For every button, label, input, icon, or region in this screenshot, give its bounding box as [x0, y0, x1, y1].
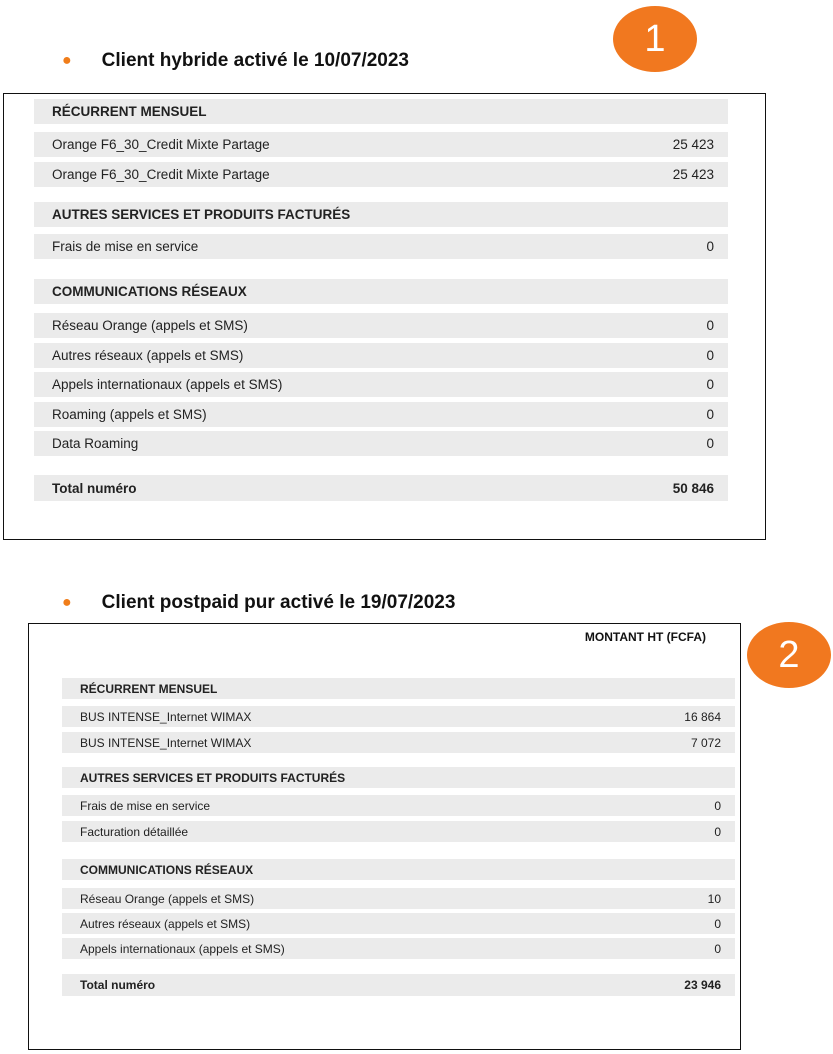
row-label: Appels internationaux (appels et SMS) — [80, 941, 285, 956]
bullet-icon: ● — [62, 52, 72, 69]
table-row — [34, 343, 728, 368]
invoice-panel-2 — [28, 623, 741, 1050]
row-value: 10 — [707, 891, 721, 906]
section-communications — [34, 279, 728, 304]
block1-heading-text: Client hybride activé le 10/07/2023 — [101, 50, 410, 71]
row-label: Réseau Orange (appels et SMS) — [52, 318, 248, 333]
table-row — [62, 913, 735, 934]
column-header-montant: MONTANT HT (FCFA) — [584, 630, 706, 644]
row-label: Orange F6_30_Credit Mixte Partage — [52, 137, 270, 152]
row-label: BUS INTENSE_Internet WIMAX — [80, 735, 252, 750]
invoice-panel-1 — [3, 93, 766, 540]
row-label: AUTRES SERVICES ET PRODUITS FACTURÉS — [52, 207, 351, 222]
row-value: 25 423 — [672, 167, 714, 182]
row-label: Total numéro — [80, 978, 156, 992]
table-row — [34, 313, 728, 338]
total-row — [34, 475, 728, 501]
section-autres-services — [62, 767, 735, 788]
row-label: RÉCURRENT MENSUEL — [52, 104, 207, 119]
row-value: 0 — [714, 916, 721, 931]
row-value: 16 864 — [684, 709, 721, 724]
row-value: 0 — [714, 824, 721, 839]
row-label: Frais de mise en service — [80, 798, 211, 813]
row-value: 0 — [706, 436, 714, 451]
total-row — [62, 974, 735, 996]
row-label: Facturation détaillée — [80, 824, 189, 839]
table-row — [34, 162, 728, 187]
table-row — [34, 402, 728, 427]
row-label: COMMUNICATIONS RÉSEAUX — [52, 284, 247, 299]
badge-1: 1 — [613, 6, 697, 72]
row-label: Orange F6_30_Credit Mixte Partage — [52, 167, 270, 182]
row-label: COMMUNICATIONS RÉSEAUX — [80, 862, 254, 877]
row-label: Autres réseaux (appels et SMS) — [52, 348, 244, 363]
row-label: Appels internationaux (appels et SMS) — [52, 377, 283, 392]
table-row — [34, 234, 728, 259]
row-label: Roaming (appels et SMS) — [52, 407, 207, 422]
row-value: 23 946 — [684, 978, 721, 992]
row-value: 0 — [706, 318, 714, 333]
row-value: 50 846 — [672, 480, 714, 496]
table-row — [62, 706, 735, 727]
block1-heading — [62, 50, 409, 72]
section-recurrent — [62, 678, 735, 699]
table-row — [62, 732, 735, 753]
row-value: 0 — [706, 348, 714, 363]
bullet-icon: ● — [62, 594, 72, 611]
block2-heading-text: Client postpaid pur activé le 19/07/2023 — [101, 592, 456, 613]
row-value: 0 — [706, 377, 714, 392]
row-value: 7 072 — [690, 735, 721, 750]
row-label: Réseau Orange (appels et SMS) — [80, 891, 255, 906]
row-value: 25 423 — [672, 137, 714, 152]
table-row — [34, 431, 728, 456]
table-row — [62, 795, 735, 816]
table-row — [62, 821, 735, 842]
table-row — [34, 132, 728, 157]
row-label: AUTRES SERVICES ET PRODUITS FACTURÉS — [80, 770, 346, 785]
table-row — [34, 372, 728, 397]
row-value: 0 — [714, 798, 721, 813]
section-recurrent — [34, 99, 728, 124]
row-value: 0 — [706, 239, 714, 254]
row-label: RÉCURRENT MENSUEL — [80, 681, 218, 696]
row-value: 0 — [714, 941, 721, 956]
table-row — [62, 938, 735, 959]
section-autres-services — [34, 202, 728, 227]
row-label: Autres réseaux (appels et SMS) — [80, 916, 251, 931]
section-communications — [62, 859, 735, 880]
table-row — [62, 888, 735, 909]
row-label: Total numéro — [52, 480, 137, 496]
row-label: Frais de mise en service — [52, 239, 199, 254]
row-label: Data Roaming — [52, 436, 139, 451]
row-value: 0 — [706, 407, 714, 422]
row-label: BUS INTENSE_Internet WIMAX — [80, 709, 252, 724]
block2-heading — [62, 592, 455, 614]
badge-2: 2 — [747, 622, 831, 688]
